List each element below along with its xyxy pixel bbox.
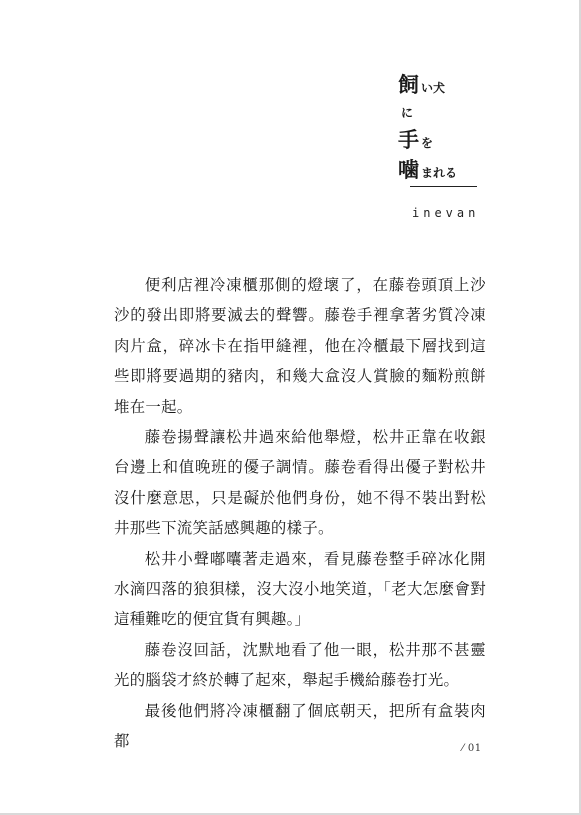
title-line-3 — [398, 129, 494, 150]
title-kana-3: を — [421, 136, 434, 150]
title-line-4 — [398, 159, 494, 180]
title-line-2 — [399, 104, 494, 120]
paragraph-3: 松井小聲嘟囔著走過來，看見藤卷整手碎冰化開水滴四落的狼狽樣，沒大沒小地笑道，「老大怎麼會對這種難吃的便宜貨有興趣。」 — [114, 549, 486, 629]
title-kana-2: に — [401, 106, 414, 120]
title-block — [398, 74, 494, 189]
title-divider — [410, 186, 477, 187]
title-kanji-4: 噛 — [398, 157, 419, 182]
title-kanji-1: 飼 — [398, 72, 419, 97]
paragraph-2: 藤卷揚聲讓松井過來給他舉燈，松井正靠在收銀台邊上和值晚班的優子調情。藤卷看得出優子對松井沒什麼意思，只是礙於他們身份，她不得不裝出對松井那些下流笑話感興趣的樣子。 — [114, 428, 486, 538]
title-kana-1: い犬 — [421, 81, 446, 95]
author-name: inevan — [412, 206, 480, 220]
title-kana-4: まれる — [421, 166, 458, 180]
paragraph-1: 便利店裡冷凍櫃那側的燈壞了，在藤卷頭頂上沙沙的發出即將要滅去的聲響。藤卷手裡拿著劣質冷凍肉片盒，碎冰卡在指甲縫裡，他在冷櫃最下層找到這些即將要過期的豬肉，和幾大盒沒人賞臉的麵粉煎餅堆在一起。 — [114, 276, 486, 416]
page-number: ⁄ 01 — [462, 743, 482, 754]
paragraph-5: 最後他們將冷凍櫃翻了個底朝天，把所有盒裝肉都 — [114, 701, 486, 751]
paragraph-4: 藤卷沒回話，沈默地看了他一眼，松井那不甚靈光的腦袋才終於轉了起來，舉起手機給藤卷打光。 — [114, 640, 486, 690]
body-text — [114, 270, 486, 757]
title-kanji-3: 手 — [398, 127, 419, 152]
title-line-1 — [398, 74, 494, 95]
